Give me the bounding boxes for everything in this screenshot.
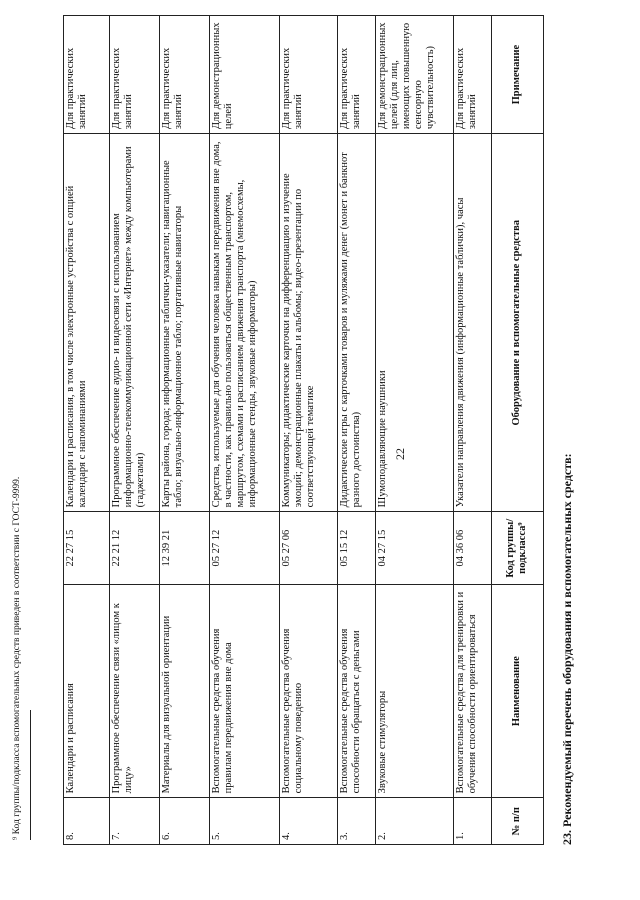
- equipment-table: [63, 15, 544, 845]
- cell-equipment: Дидактические игры с карточками товаров и муляжами денег (монет и банкнот разного достоинства): [338, 134, 376, 512]
- table-row: [110, 16, 160, 845]
- header-number: № п/п: [492, 798, 544, 845]
- cell-code: 04 36 06: [454, 512, 492, 585]
- cell-note: Для практических занятий: [454, 16, 492, 134]
- cell-note: Для демонстрационных целей: [210, 16, 280, 134]
- equipment-table-wrap: [64, 15, 544, 845]
- header-code: Код группы/подкласса⁹: [492, 512, 544, 585]
- cell-code: 22 21 12: [110, 512, 160, 585]
- cell-equipment: Календари и расписания, в том числе электронные устройства с опцией календаря с напоминаниями: [64, 134, 110, 512]
- table-row: [160, 16, 210, 845]
- cell-code: 05 27 12: [210, 512, 280, 585]
- header-name: Наименование: [492, 584, 544, 797]
- cell-name: Звуковые стимуляторы: [376, 584, 454, 797]
- cell-equipment: Программное обеспечение аудио- и видеосвязи с использованием информационно-телекоммуникационной сети «Интернет» между компьютерами (гаджетами): [110, 134, 160, 512]
- table-row: [454, 16, 492, 845]
- cell-equipment: Средства, используемые для обучения человека навыкам передвижения вне дома, в частности, как правильно пользоваться общественным транспортом, маршрутом, схемами и расписанием движения транспорта (мнемосхемы, информационные стенды, звуковые информаторы): [210, 134, 280, 512]
- cell-note: Для практических занятий: [110, 16, 160, 134]
- cell-code: 05 27 06: [280, 512, 338, 585]
- cell-number: 6.: [160, 798, 210, 845]
- cell-equipment: Карты района, города; информационные таблички-указатели; навигационные табло; визуально-информационное табло; портативные навигаторы: [160, 134, 210, 512]
- cell-name: Программное обеспечение связи «лицом к лицу»: [110, 584, 160, 797]
- cell-number: 1.: [454, 798, 492, 845]
- cell-equipment: Шумоподавляющие наушники: [376, 134, 454, 512]
- cell-name: Вспомогательные средства для тренировки и обучения способности ориентироваться: [454, 584, 492, 797]
- cell-number: 4.: [280, 798, 338, 845]
- cell-note: Для практических занятий: [338, 16, 376, 134]
- cell-code: 04 27 15: [376, 512, 454, 585]
- cell-note: Для практических занятий: [64, 16, 110, 134]
- cell-name: Вспомогательные средства обучения социальному поведению: [280, 584, 338, 797]
- cell-note: Для практических занятий: [160, 16, 210, 134]
- cell-name: Календари и расписания: [64, 584, 110, 797]
- cell-name: Вспомогательные средства обучения правилам передвижения вне дома: [210, 584, 280, 797]
- table-row: [338, 16, 376, 845]
- cell-code: 12 39 21: [160, 512, 210, 585]
- cell-note: Для демонстрационных целей (для лиц, имеющих повышенную сенсорную чувствительность): [376, 16, 454, 134]
- table-row: [64, 16, 110, 845]
- header-equipment: Оборудование и вспомогательные средства: [492, 134, 544, 512]
- cell-equipment: Коммуникаторы; дидактические карточки на дифференциацию и изучение эмоций; демонстрационные плакаты и альбомы; видео-презентации по соответствующей тематике: [280, 134, 338, 512]
- table-header-row: [492, 16, 544, 845]
- footnote-divider: [30, 710, 31, 840]
- table-row: [210, 16, 280, 845]
- table-row: [280, 16, 338, 845]
- cell-number: 3.: [338, 798, 376, 845]
- page-number: 22: [393, 448, 407, 460]
- cell-code: 05 15 12: [338, 512, 376, 585]
- cell-number: 2.: [376, 798, 454, 845]
- cell-number: 5.: [210, 798, 280, 845]
- cell-number: 8.: [64, 798, 110, 845]
- cell-name: Вспомогательные средства обучения способности обращаться с деньгами: [338, 584, 376, 797]
- cell-note: Для практических занятий: [280, 16, 338, 134]
- header-note: Примечание: [492, 16, 544, 134]
- section-heading: 23. Рекомендуемый перечень оборудования и вспомогательных средств:: [560, 453, 574, 845]
- cell-number: 7.: [110, 798, 160, 845]
- cell-name: Материалы для визуальной ориентации: [160, 584, 210, 797]
- footnote: ⁹ Код группы/подкласса вспомогательных средств приведен в соответствии с ГОСТ-9999.: [12, 476, 22, 840]
- cell-code: 22 27 15: [64, 512, 110, 585]
- table-row: [376, 16, 454, 845]
- cell-equipment: Указатели направления движения (информационные таблички), часы: [454, 134, 492, 512]
